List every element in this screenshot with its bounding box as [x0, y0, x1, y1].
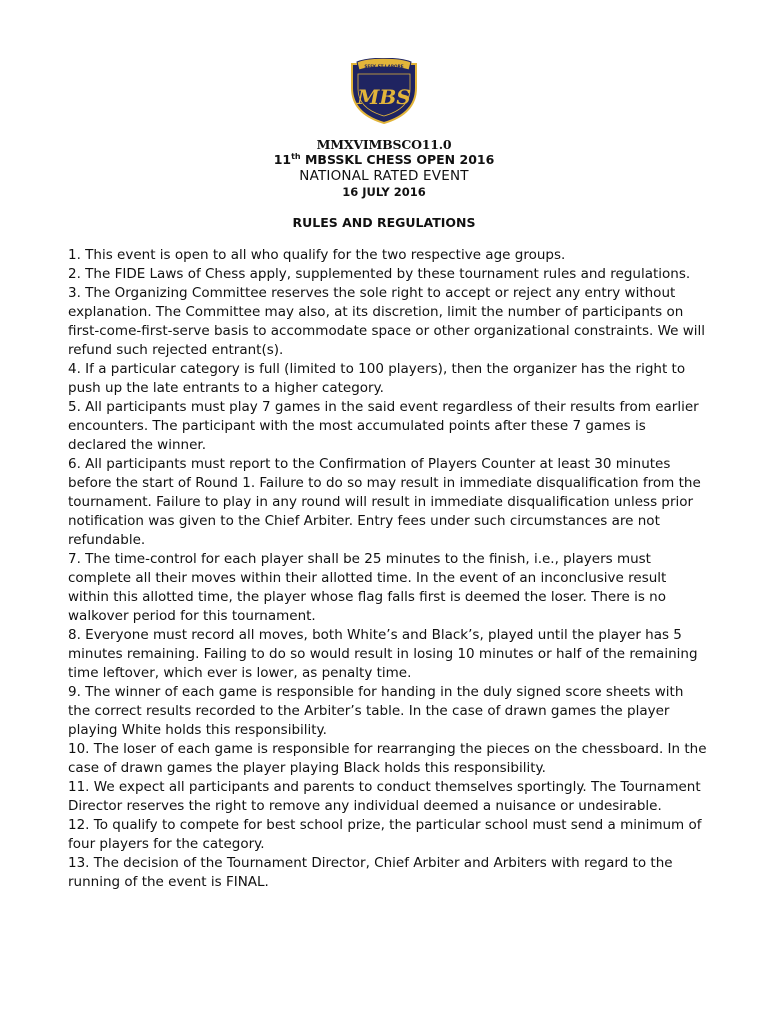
rule-item: 6. All participants must report to the Confirmation of Players Counter at least 30 minutes before the start of Round 1. Failure to do so may result in immediate disqualification from the tournament. Failure to play in any round will result in immediate disqualification unless prior notification was given to the Chief Arbiter. Entry fees under such circumstances are not refundable.: [68, 456, 701, 548]
rule-item: 11. We expect all participants and parents to conduct themselves sportingly. The Tournament Director reserves the right to remove any individual deemed a nuisance or undesirable.: [68, 779, 701, 814]
school-crest-logo: [349, 58, 419, 124]
event-title: [0, 152, 768, 167]
crest-monogram: MBS: [357, 85, 411, 109]
crest-motto: SEEK ET LABORE: [364, 64, 404, 69]
rule-item: 10. The loser of each game is responsible for rearranging the pieces on the chessboard. In the case of drawn games the player playing Black holds this responsibility.: [68, 741, 707, 776]
rule-item: 1. This event is open to all who qualify for the two respective age groups.: [68, 247, 566, 263]
event-name: MBSSKL CHESS OPEN 2016: [300, 152, 495, 167]
rule-item: 5. All participants must play 7 games in the said event regardless of their results from earlier encounters. The participant with the most accumulated points after these 7 games is declared the winner.: [68, 399, 699, 453]
document-code: MMXVIMBSCO11.0: [316, 137, 452, 152]
rule-item: 8. Everyone must record all moves, both White’s and Black’s, played until the player has 5 minutes remaining. Failing to do so would result in losing 10 minutes or half of the remaining time leftover, which ever is lower, as penalty time.: [68, 627, 698, 681]
event-number-suffix: th: [291, 152, 301, 161]
rule-item: 2. The FIDE Laws of Chess apply, supplemented by these tournament rules and regulations.: [68, 266, 691, 282]
rule-item: 7. The time-control for each player shall be 25 minutes to the finish, i.e., players must complete all their moves within their allotted time. In the event of an inconclusive result within this allotted time, the player whose flag falls first is deemed the loser. There is no walkover period for this tournament.: [68, 551, 667, 624]
rule-item: 13. The decision of the Tournament Director, Chief Arbiter and Arbiters with regard to the running of the event is FINAL.: [68, 855, 673, 890]
rule-item: 4. If a particular category is full (limited to 100 players), then the organizer has the right to push up the late entrants to a higher category.: [68, 361, 686, 396]
event-number: 11: [273, 152, 292, 167]
rule-item: 12. To qualify to compete for best school prize, the particular school must send a minimum of four players for the category.: [68, 817, 702, 852]
event-type: NATIONAL RATED EVENT: [299, 168, 469, 184]
rule-item: 3. The Organizing Committee reserves the sole right to accept or reject any entry without explanation. The Committee may also, at its discretion, limit the number of participants on first-come-first-serve basis to accommodate space or other organizational constraints. We will refund such rejected entrant(s).: [68, 285, 706, 358]
rules-list: [68, 246, 708, 892]
rule-item: 9. The winner of each game is responsible for handing in the duly signed score sheets with the correct results recorded to the Arbiter’s table. In the case of drawn games the player playing White holds this responsibility.: [68, 684, 684, 738]
section-title: RULES AND REGULATIONS: [292, 215, 476, 230]
event-date: 16 JULY 2016: [342, 185, 426, 199]
